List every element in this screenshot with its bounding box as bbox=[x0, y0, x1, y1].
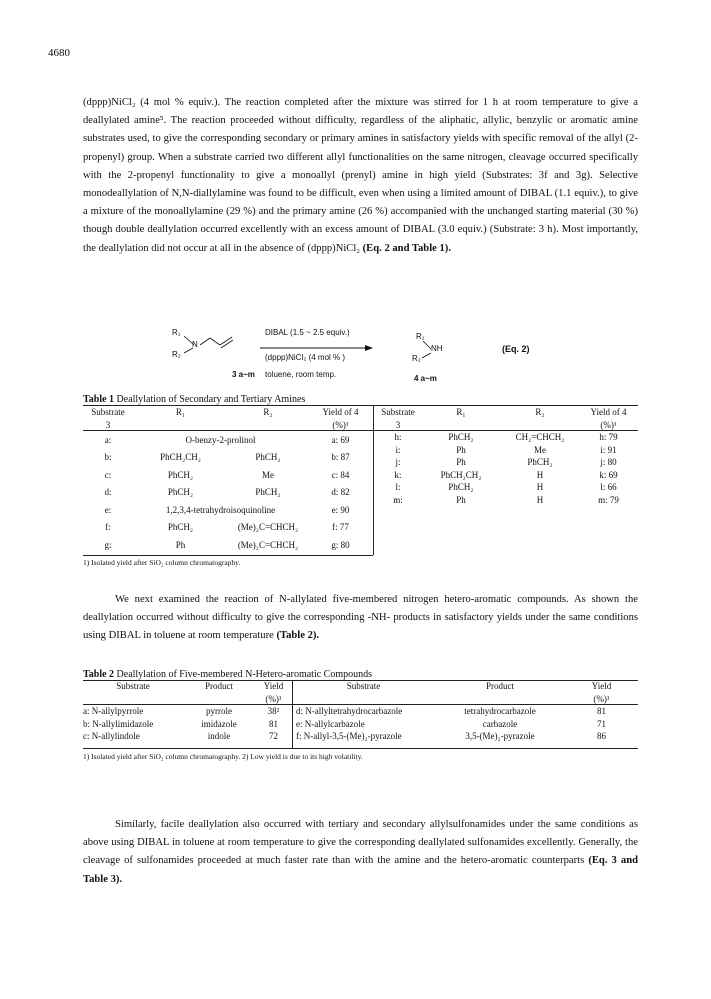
table-header: Product bbox=[205, 681, 233, 691]
table-header: Substrate bbox=[91, 407, 125, 417]
table-cell: carbazole bbox=[482, 718, 518, 729]
product-r1-label: R₁ bbox=[416, 332, 425, 341]
table-header: Substrate bbox=[381, 407, 415, 417]
table-cell: e: 90 bbox=[331, 504, 350, 515]
table-cell: Me bbox=[534, 444, 546, 455]
table-cell: c: N-allylindole bbox=[83, 731, 140, 741]
table-cell: PhCH₂ bbox=[448, 482, 474, 492]
table-header: Product bbox=[486, 681, 514, 691]
r1-label: R₁ bbox=[172, 328, 181, 337]
table-cell: b: N-allylimidazole bbox=[83, 718, 154, 729]
table-cell: k: 69 bbox=[599, 469, 618, 480]
table-subheader: 3 bbox=[105, 419, 111, 430]
table-cell: pyrrole bbox=[206, 706, 232, 716]
table-cell: 1,2,3,4-tetrahydroisoquinoline bbox=[165, 504, 276, 515]
table-cell: m: 79 bbox=[598, 494, 619, 505]
table-1-right bbox=[375, 406, 638, 506]
table-row bbox=[83, 730, 638, 743]
paragraph-2-ref: (Table 2). bbox=[276, 630, 320, 642]
table-cell: Ph bbox=[456, 457, 466, 467]
table-cell: d: N-allyltetrahydrocarbazole bbox=[296, 706, 403, 716]
table-cell: (Me)₂C=CHCH₂ bbox=[237, 539, 299, 550]
n-label: N bbox=[192, 340, 198, 349]
table-header: Yield of 4 bbox=[322, 407, 359, 417]
table-cell: H bbox=[536, 494, 544, 505]
paragraph-2 bbox=[83, 591, 638, 646]
paragraph-3 bbox=[83, 816, 638, 889]
table-header: R₁ bbox=[456, 407, 466, 417]
table-row bbox=[375, 444, 638, 457]
table-2-title: Deallylation of Five-membered N-Hetero-aromatic Compounds bbox=[116, 669, 373, 680]
table-row bbox=[375, 456, 638, 469]
table-cell: k: bbox=[394, 469, 402, 480]
table-cell: l: bbox=[395, 482, 401, 492]
reagent-2: (dppp)NiCl₂ (4 mol % ) bbox=[265, 353, 346, 362]
page-number: 4680 bbox=[48, 47, 70, 59]
table-header: R₂ bbox=[535, 407, 545, 417]
table-cell: b: 87 bbox=[331, 452, 350, 462]
table-cell: h: bbox=[394, 432, 402, 442]
table-cell: H bbox=[536, 469, 544, 480]
table-header: R₁ bbox=[175, 407, 186, 417]
table-subheader: (%)¹ bbox=[332, 419, 349, 430]
table-subheader: 3 bbox=[395, 419, 401, 430]
table-row bbox=[375, 469, 638, 482]
product-r2-label: R₂ bbox=[412, 354, 421, 363]
table-1-footnote: 1) Isolated yield after SiO₂ column chromatography. bbox=[83, 558, 241, 567]
table-row bbox=[83, 718, 638, 731]
table-2-caption bbox=[83, 669, 372, 680]
paragraph-1-ref: (Eq. 2 and Table 1). bbox=[362, 242, 451, 254]
table-cell: f: N-allyl-3,5-(Me)₂-pyrazole bbox=[296, 731, 402, 741]
table-cell: O-benzy-2-prolinol bbox=[185, 434, 256, 445]
table-cell: d: bbox=[104, 487, 112, 497]
table-row bbox=[375, 431, 638, 444]
paragraph-1 bbox=[83, 94, 638, 258]
table-cell: a: 69 bbox=[331, 434, 350, 445]
table-cell: 71 bbox=[597, 718, 606, 729]
table-cell: e: bbox=[104, 504, 112, 515]
table-cell: (Me)₂C=CHCH₂ bbox=[237, 522, 299, 532]
table-cell: PhCH₂ bbox=[527, 457, 553, 467]
table-cell: d: 82 bbox=[331, 487, 350, 497]
table-row bbox=[375, 494, 638, 507]
table-cell: PhCH₂ bbox=[448, 432, 474, 442]
table-cell: imidazole bbox=[201, 718, 237, 729]
table-row bbox=[83, 519, 373, 537]
table-cell: PhCH₂ bbox=[255, 452, 281, 462]
table-row bbox=[83, 536, 373, 554]
equation-number: (Eq. 2) bbox=[502, 344, 530, 354]
table-header: Yield bbox=[591, 681, 612, 691]
r2-label: R₂ bbox=[172, 350, 181, 359]
table-cell: l: 66 bbox=[600, 482, 617, 492]
table-cell: a: N-allylpyrrole bbox=[83, 706, 144, 716]
start-label: 3 a~m bbox=[232, 370, 255, 379]
table-cell: m: bbox=[393, 494, 403, 505]
table-cell: 81 bbox=[269, 718, 278, 729]
table-cell: j: bbox=[395, 457, 401, 467]
reagent-1: DIBAL (1.5 ~ 2.5 equiv.) bbox=[265, 328, 350, 337]
table-1-left bbox=[83, 406, 373, 554]
table-cell: 86 bbox=[597, 731, 606, 741]
table-cell: PhCH₂ bbox=[167, 522, 194, 532]
table-header: Yield bbox=[263, 681, 284, 691]
paragraph-3-ref: (Eq. 3 and Table 3). bbox=[83, 855, 639, 885]
table-subheader: (%)¹ bbox=[265, 693, 282, 704]
table-cell: 3,5-(Me)₂-pyrazole bbox=[465, 731, 535, 741]
table-cell: Ph bbox=[175, 539, 186, 550]
table-cell: g: bbox=[104, 539, 112, 550]
table-row bbox=[83, 484, 373, 502]
table-cell: indole bbox=[207, 731, 231, 741]
table-row bbox=[375, 481, 638, 494]
table-1-caption bbox=[83, 394, 305, 405]
table-1-label: Table 1 bbox=[83, 394, 115, 405]
table-row bbox=[83, 705, 638, 718]
table-header: R₂ bbox=[263, 407, 273, 417]
table-cell: i: 91 bbox=[600, 444, 617, 455]
table-cell: PhCH₂ bbox=[167, 487, 194, 497]
table-cell: f: 77 bbox=[332, 522, 349, 532]
table-cell: c: bbox=[104, 469, 112, 480]
reaction-scheme bbox=[160, 325, 620, 387]
table-cell: tetrahydrocarbazole bbox=[464, 706, 536, 716]
table-1-title: Deallylation of Secondary and Tertiary Amines bbox=[116, 394, 306, 405]
table-1-divider bbox=[373, 405, 374, 555]
table-2-footnote: 1) Isolated yield after SiO₂ column chromatography. 2) Low yield is due to its high volatility. bbox=[83, 752, 363, 761]
table-cell: f: bbox=[105, 522, 111, 532]
table-cell: CH₂=CHCH₂ bbox=[515, 432, 565, 442]
table-row bbox=[83, 466, 373, 484]
table-cell: 38² bbox=[267, 706, 280, 716]
table-cell: b: bbox=[104, 452, 112, 462]
table-header: Substrate bbox=[116, 681, 150, 691]
table-cell: PhCH₂ bbox=[167, 469, 194, 480]
nh-label: NH bbox=[431, 344, 443, 353]
table-cell: j: 80 bbox=[600, 457, 617, 467]
table-2 bbox=[83, 680, 638, 743]
table-cell: PhCH₂ bbox=[255, 487, 281, 497]
table-cell: i: bbox=[395, 444, 401, 455]
table-header: Substrate bbox=[346, 681, 381, 691]
paragraph-3-text: Similarly, facile deallylation also occurred with tertiary and secondary allylsulfonamides under the same conditions as above using DIBAL in toluene at room temperature to give the corresponding deallylated sulfonamides excellently. Generally, the cleavage of sulfonamides proceeded at much faster rate than with the amine and the hetero-aromatic counterparts bbox=[83, 819, 638, 867]
table-cell: PhCH₂CH₂ bbox=[160, 452, 201, 462]
table-2-label: Table 2 bbox=[83, 669, 115, 680]
table-row bbox=[83, 449, 373, 467]
table-cell: 72 bbox=[269, 731, 278, 741]
paragraph-1-text: (dppp)NiCl₂ (4 mol % equiv.). The reaction completed after the mixture was stirred for 1 h at room temperature to give a deallylated amine⁵. The reaction proceeded without difficulty, regardless of the aliphatic, allylic, benzylic or aromatic amine substrates used, to give the corresponding secondary or primary amines in satisfactory yields with specific removal of the allyl (2-propenyl) group. When a substrate carried two different allyl functionalities on the same nitrogen, cleavage occurred specifically with the 2-propenyl functionality to give a monoallyl (prenyl) amine in high yield (Substrates: 3f and 3g). Selective monodeallylation of N,N-diallylamine was found to be difficult, even when using a limited amount of DIBAL (1.1 equiv.), to give a mixture of the monoallylamine (29 %) and the primary amine (26 %) accompanied with the unchanged starting material (30 %) though double deallylation occurred excellently with an excess amount of DIBAL (3.0 equiv.) (Substrate: 3 h). Most importantly, the deallylation did not occur at all in the absence of (dppp)NiCl₂ bbox=[83, 97, 638, 254]
table-cell: g: 80 bbox=[331, 539, 350, 550]
table-cell: c: 84 bbox=[331, 469, 350, 480]
table-subheader: (%)¹ bbox=[593, 693, 610, 704]
table-cell: h: 79 bbox=[599, 432, 618, 442]
table-cell: H bbox=[536, 482, 544, 492]
table-subheader: (%)¹ bbox=[600, 419, 617, 430]
reaction-scheme-drawing bbox=[160, 325, 620, 387]
table-cell: Me bbox=[262, 469, 274, 480]
table-1-bottom-rule bbox=[83, 555, 373, 556]
paragraph-2-text: We next examined the reaction of N-allylated five-membered nitrogen hetero-aromatic compounds. As shown the deallylation occurred without difficulty to give the corresponding -NH- products in satisfactory yields under the same conditions using DIBAL in toluene at room temperature bbox=[83, 594, 638, 642]
table-cell: Ph bbox=[456, 444, 466, 455]
table-header: Yield of 4 bbox=[590, 407, 627, 417]
table-cell: e: N-allylcarbazole bbox=[296, 718, 365, 729]
table-cell: Ph bbox=[456, 494, 466, 505]
product-label: 4 a~m bbox=[414, 374, 437, 383]
table-row bbox=[83, 431, 373, 449]
table-cell: PhCH₂CH₂ bbox=[440, 469, 482, 480]
reagent-3: toluene, room temp. bbox=[265, 370, 337, 379]
table-2-bottom-rule bbox=[83, 748, 638, 749]
table-cell: a: bbox=[104, 434, 112, 445]
table-row bbox=[83, 501, 373, 519]
table-cell: 81 bbox=[597, 706, 606, 716]
